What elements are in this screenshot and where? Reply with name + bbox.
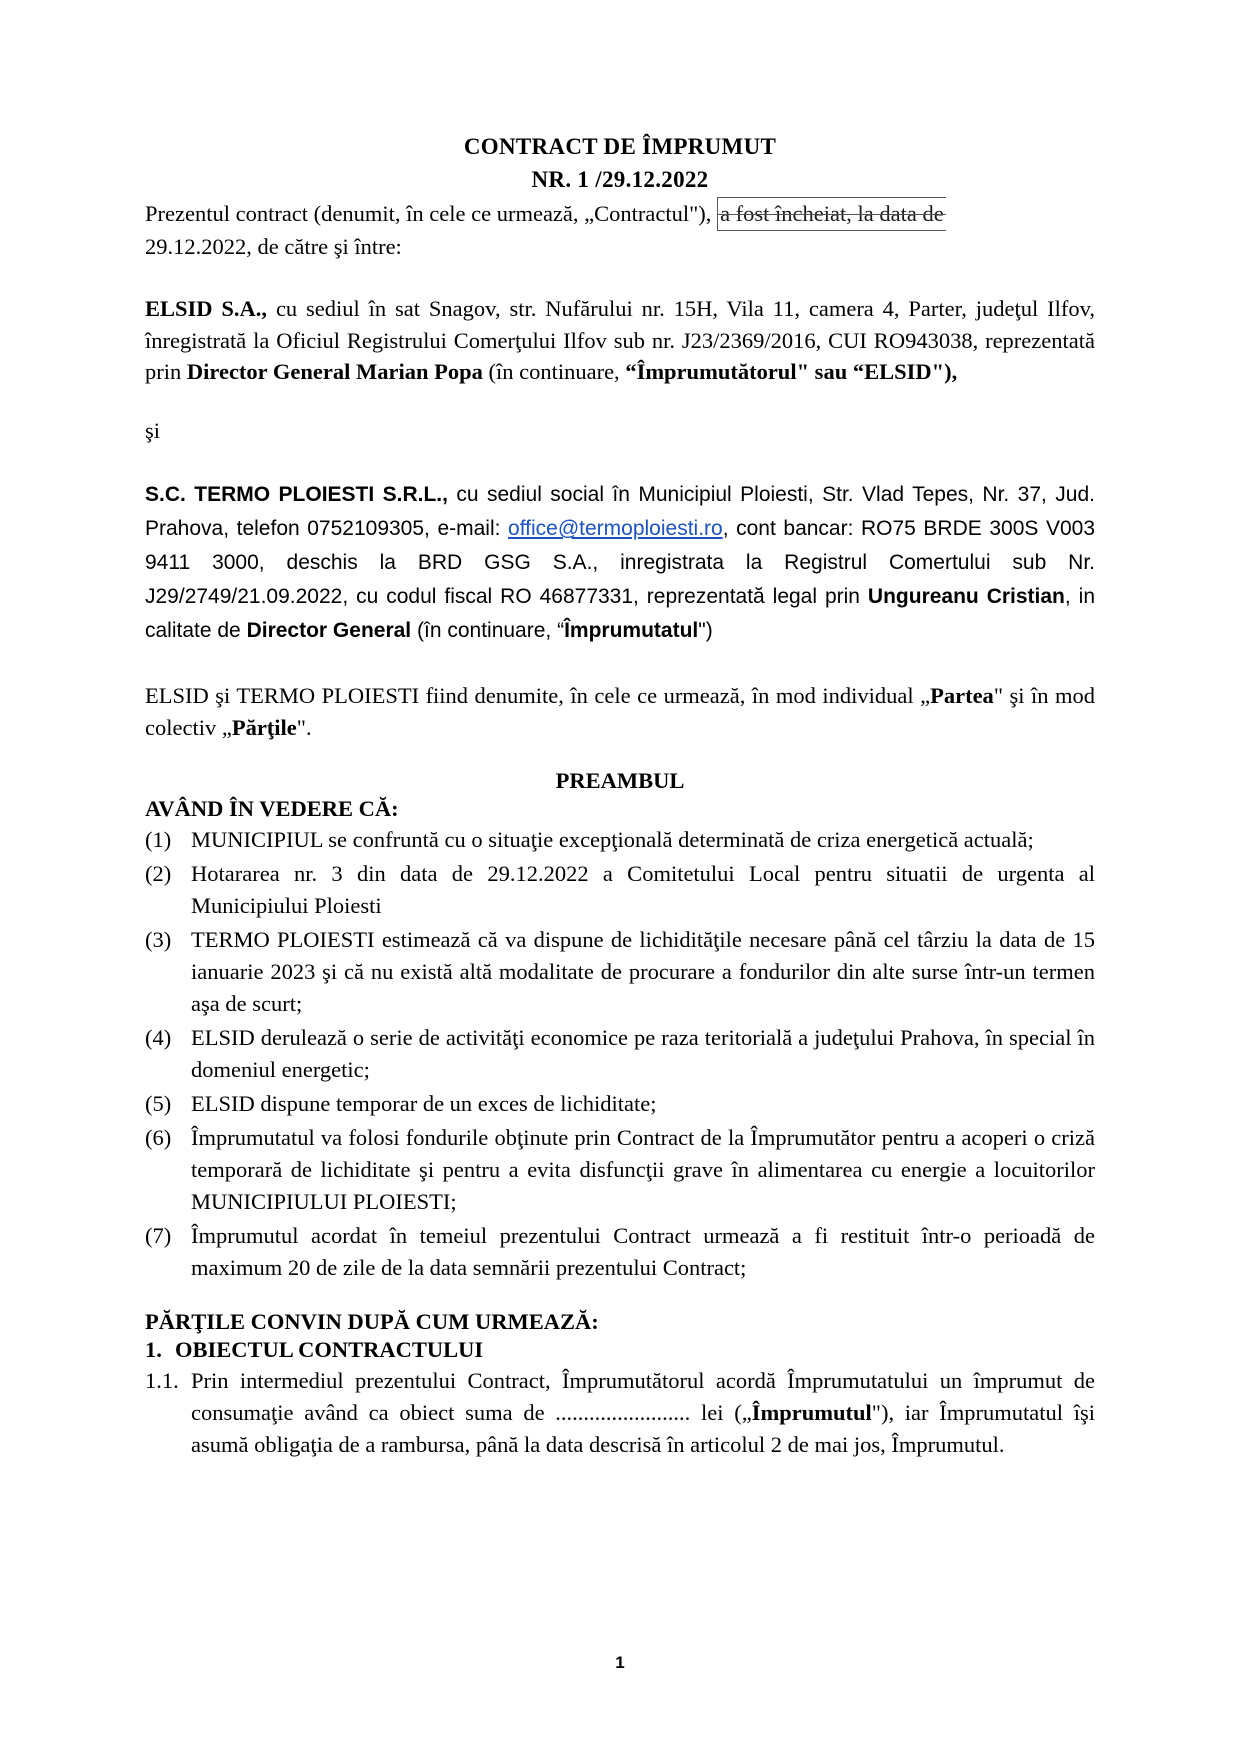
recital-marker: (3): [145, 927, 172, 953]
page-number: 1: [615, 1653, 625, 1672]
party-termo-text-1: cu sediul social în Municipiul Ploiesti, Str. Vlad Tepes, Nr. 37, Jud. Prahova, telefon 0752109305, e-mail:: [145, 483, 1095, 541]
definitions-paragraph: [145, 680, 1095, 744]
recital-text: ELSID derulează o serie de activităţi economice pe raza teritorială a judeţului Prahova, în special în domeniul energetic;: [191, 1024, 1095, 1082]
recital-marker: (4): [145, 1024, 172, 1050]
recital-text: TERMO PLOIESTI estimează că va dispune de lichidităţile necesare până cel târziu la data de 15 ianuarie 2023 şi că nu există altă modalitate de procurare a fondurilor din alte surse într-un termen aşa de scurt;: [191, 927, 1095, 1017]
definitions-text-5: ".: [296, 715, 312, 741]
recitals-list: [145, 824, 1095, 1283]
list-item: [145, 1122, 1095, 1218]
recital-marker: (2): [145, 861, 172, 887]
party-termo-role: Director General: [246, 619, 412, 643]
definitions-partile: Părţile: [231, 715, 297, 741]
section-1-heading: [145, 1337, 1095, 1363]
recital-text: Hotararea nr. 3 din data de 29.12.2022 a Comitetului Local pentru situatii de urgenta al Municipiului Ploiesti: [191, 861, 1095, 919]
partile-convin-heading: PĂRŢILE CONVIN DUPĂ CUM URMEAZĂ:: [145, 1309, 599, 1335]
party-elsid-text-1: cu sediul în sat Snagov, str. Nufărului nr. 15H, Vila 11, camera 4, Parter, judeţul Ilfov, înregistrată la Oficiul Registrului Comerţului Ilfov sub nr. J23/2369/2016, CUI RO943038, reprezentată prin: [145, 295, 1096, 385]
intro-paragraph: [145, 197, 1095, 263]
definitions-text-3: " şi în mod colectiv „: [145, 683, 1095, 741]
conjunction-si: şi: [145, 418, 161, 444]
clause-imprumutul-term: Împrumutul: [751, 1400, 872, 1426]
recital-marker: (7): [145, 1222, 172, 1248]
clause-marker: 1.1.: [145, 1368, 179, 1394]
section-1-title: OBIECTUL CONTRACTULUI: [175, 1337, 484, 1363]
document-title: [145, 130, 1095, 197]
list-item: [145, 924, 1095, 1020]
party-termo-text-6: (în continuare, “: [411, 619, 565, 643]
intro-before-struck: Prezentul contract (denumit, în cele ce urmează, „Contractul"),: [145, 200, 712, 226]
section-1-number: 1.: [145, 1337, 162, 1363]
email-link[interactable]: office@termoploiesti.ro: [508, 517, 723, 541]
list-item: [145, 858, 1095, 922]
definitions-partea: Partea: [930, 683, 994, 709]
party-elsid-name: ELSID S.A.,: [145, 295, 268, 321]
party-termo-text-4: , in calitate de: [145, 585, 1096, 643]
list-item: [145, 824, 1095, 856]
clause-text-1: Prin intermediul prezentului Contract, Împrumutătorul acordă Împrumutatului un împrumut de consumaţie având ca obiect suma de ........................ lei („: [191, 1368, 1095, 1426]
avand-in-vedere-heading: AVÂND ÎN VEDERE CĂ:: [145, 796, 399, 822]
party-termo-name: S.C. TERMO PLOIESTI S.R.L.,: [145, 483, 448, 507]
list-item: [145, 1022, 1095, 1086]
party-elsid-paragraph: [145, 293, 1095, 389]
recital-marker: (6): [145, 1124, 172, 1150]
clause-1-1: [145, 1365, 1095, 1461]
recital-text: ELSID dispune temporar de un exces de lichiditate;: [191, 1090, 657, 1116]
list-item: [145, 1088, 1095, 1120]
preambul-heading: PREAMBUL: [555, 768, 685, 794]
party-termo-representative: Ungureanu Cristian: [867, 585, 1065, 609]
party-termo-text-2: , cont bancar: RO75 BRDE 300S V003 9411 3000, deschis la BRD GSG S.A., inregistrata la Registrul Comertului sub Nr. J29/2749/21.09.2022, cu codul fiscal RO 46877331, reprezentată legal prin: [145, 517, 1096, 609]
title-line-1: CONTRACT DE ÎMPRUMUT: [463, 134, 777, 159]
recital-text: Împrumutatul va folosi fondurile obţinute prin Contract de la Împrumutător pentru a acoperi o criză temporară de lichiditate şi pentru a evita disfuncţii grave în alimentarea cu energie a locuitorilor MUNICIPIULUI PLOIESTI;: [191, 1124, 1095, 1214]
party-elsid-director: Director General Marian Popa: [186, 359, 483, 385]
recital-text: Împrumutul acordat în temeiul prezentului Contract urmează a fi restituit într-o perioadă de maximum 20 de zile de la data semnării prezentului Contract;: [191, 1222, 1095, 1280]
recital-marker: (1): [145, 827, 172, 853]
party-elsid-defined-term: “Împrumutătorul" sau “ELSID"),: [625, 359, 958, 385]
recital-marker: (5): [145, 1090, 172, 1116]
recital-text: MUNICIPIUL se confruntă cu o situaţie excepţională determinată de criza energetică actuală;: [191, 827, 1034, 853]
party-termo-paragraph: [145, 478, 1095, 648]
list-item: [145, 1220, 1095, 1284]
clause-text-3: "), iar Împrumutatul îşi asumă obligaţia de a rambursa, până la data descrisă în articolul 2 de mai jos, Împrumutul.: [191, 1400, 1095, 1458]
party-elsid-text-3: (în continuare,: [482, 359, 626, 385]
struck-through-text: a fost încheiat, la data de: [717, 197, 946, 231]
party-termo-text-8: "): [698, 619, 713, 643]
party-termo-defined-term: Împrumutatul: [564, 619, 699, 643]
title-line-2: NR. 1 /29.12.2022: [531, 167, 709, 193]
definitions-text-1: ELSID şi TERMO PLOIESTI fiind denumite, în cele ce urmează, în mod individual „: [145, 683, 931, 709]
intro-after-struck: 29.12.2022, de către şi între:: [145, 233, 402, 259]
